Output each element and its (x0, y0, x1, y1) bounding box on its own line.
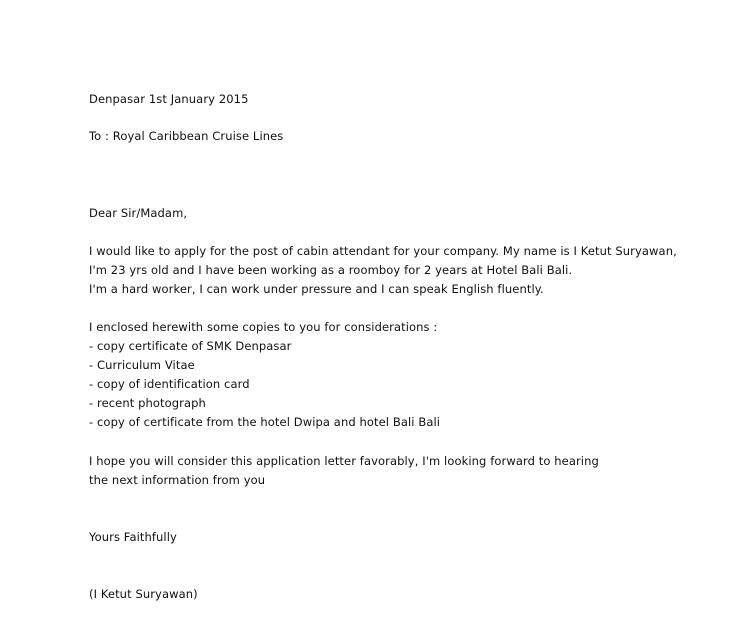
signature-name: (I Ketut Suryawan) (89, 587, 198, 601)
list-item: - Curriculum Vitae (89, 358, 195, 372)
complimentary-close: Yours Faithfully (89, 530, 177, 544)
paragraph-line: I'm a hard worker, I can work under pressure and I can speak English fluently. (89, 282, 544, 296)
paragraph-line: I hope you will consider this application letter favorably, I'm looking forward to hearing (89, 454, 599, 468)
list-item: - copy of identification card (89, 377, 250, 391)
paragraph-line: I would like to apply for the post of cabin attendant for your company. My name is I Ketut Suryawan, (89, 244, 677, 258)
recipient: To : Royal Caribbean Cruise Lines (89, 129, 284, 143)
list-item: - copy of certificate from the hotel Dwipa and hotel Bali Bali (89, 415, 441, 429)
enclosures-intro: I enclosed herewith some copies to you for considerations : (89, 320, 438, 334)
list-item: - copy certificate of SMK Denpasar (89, 339, 292, 353)
place-date: Denpasar 1st January 2015 (89, 92, 249, 106)
paragraph-line: I'm 23 yrs old and I have been working as a roomboy for 2 years at Hotel Bali Bali. (89, 263, 573, 277)
salutation: Dear Sir/Madam, (89, 206, 188, 220)
paragraph-line: the next information from you (89, 473, 266, 487)
list-item: - recent photograph (89, 396, 206, 410)
